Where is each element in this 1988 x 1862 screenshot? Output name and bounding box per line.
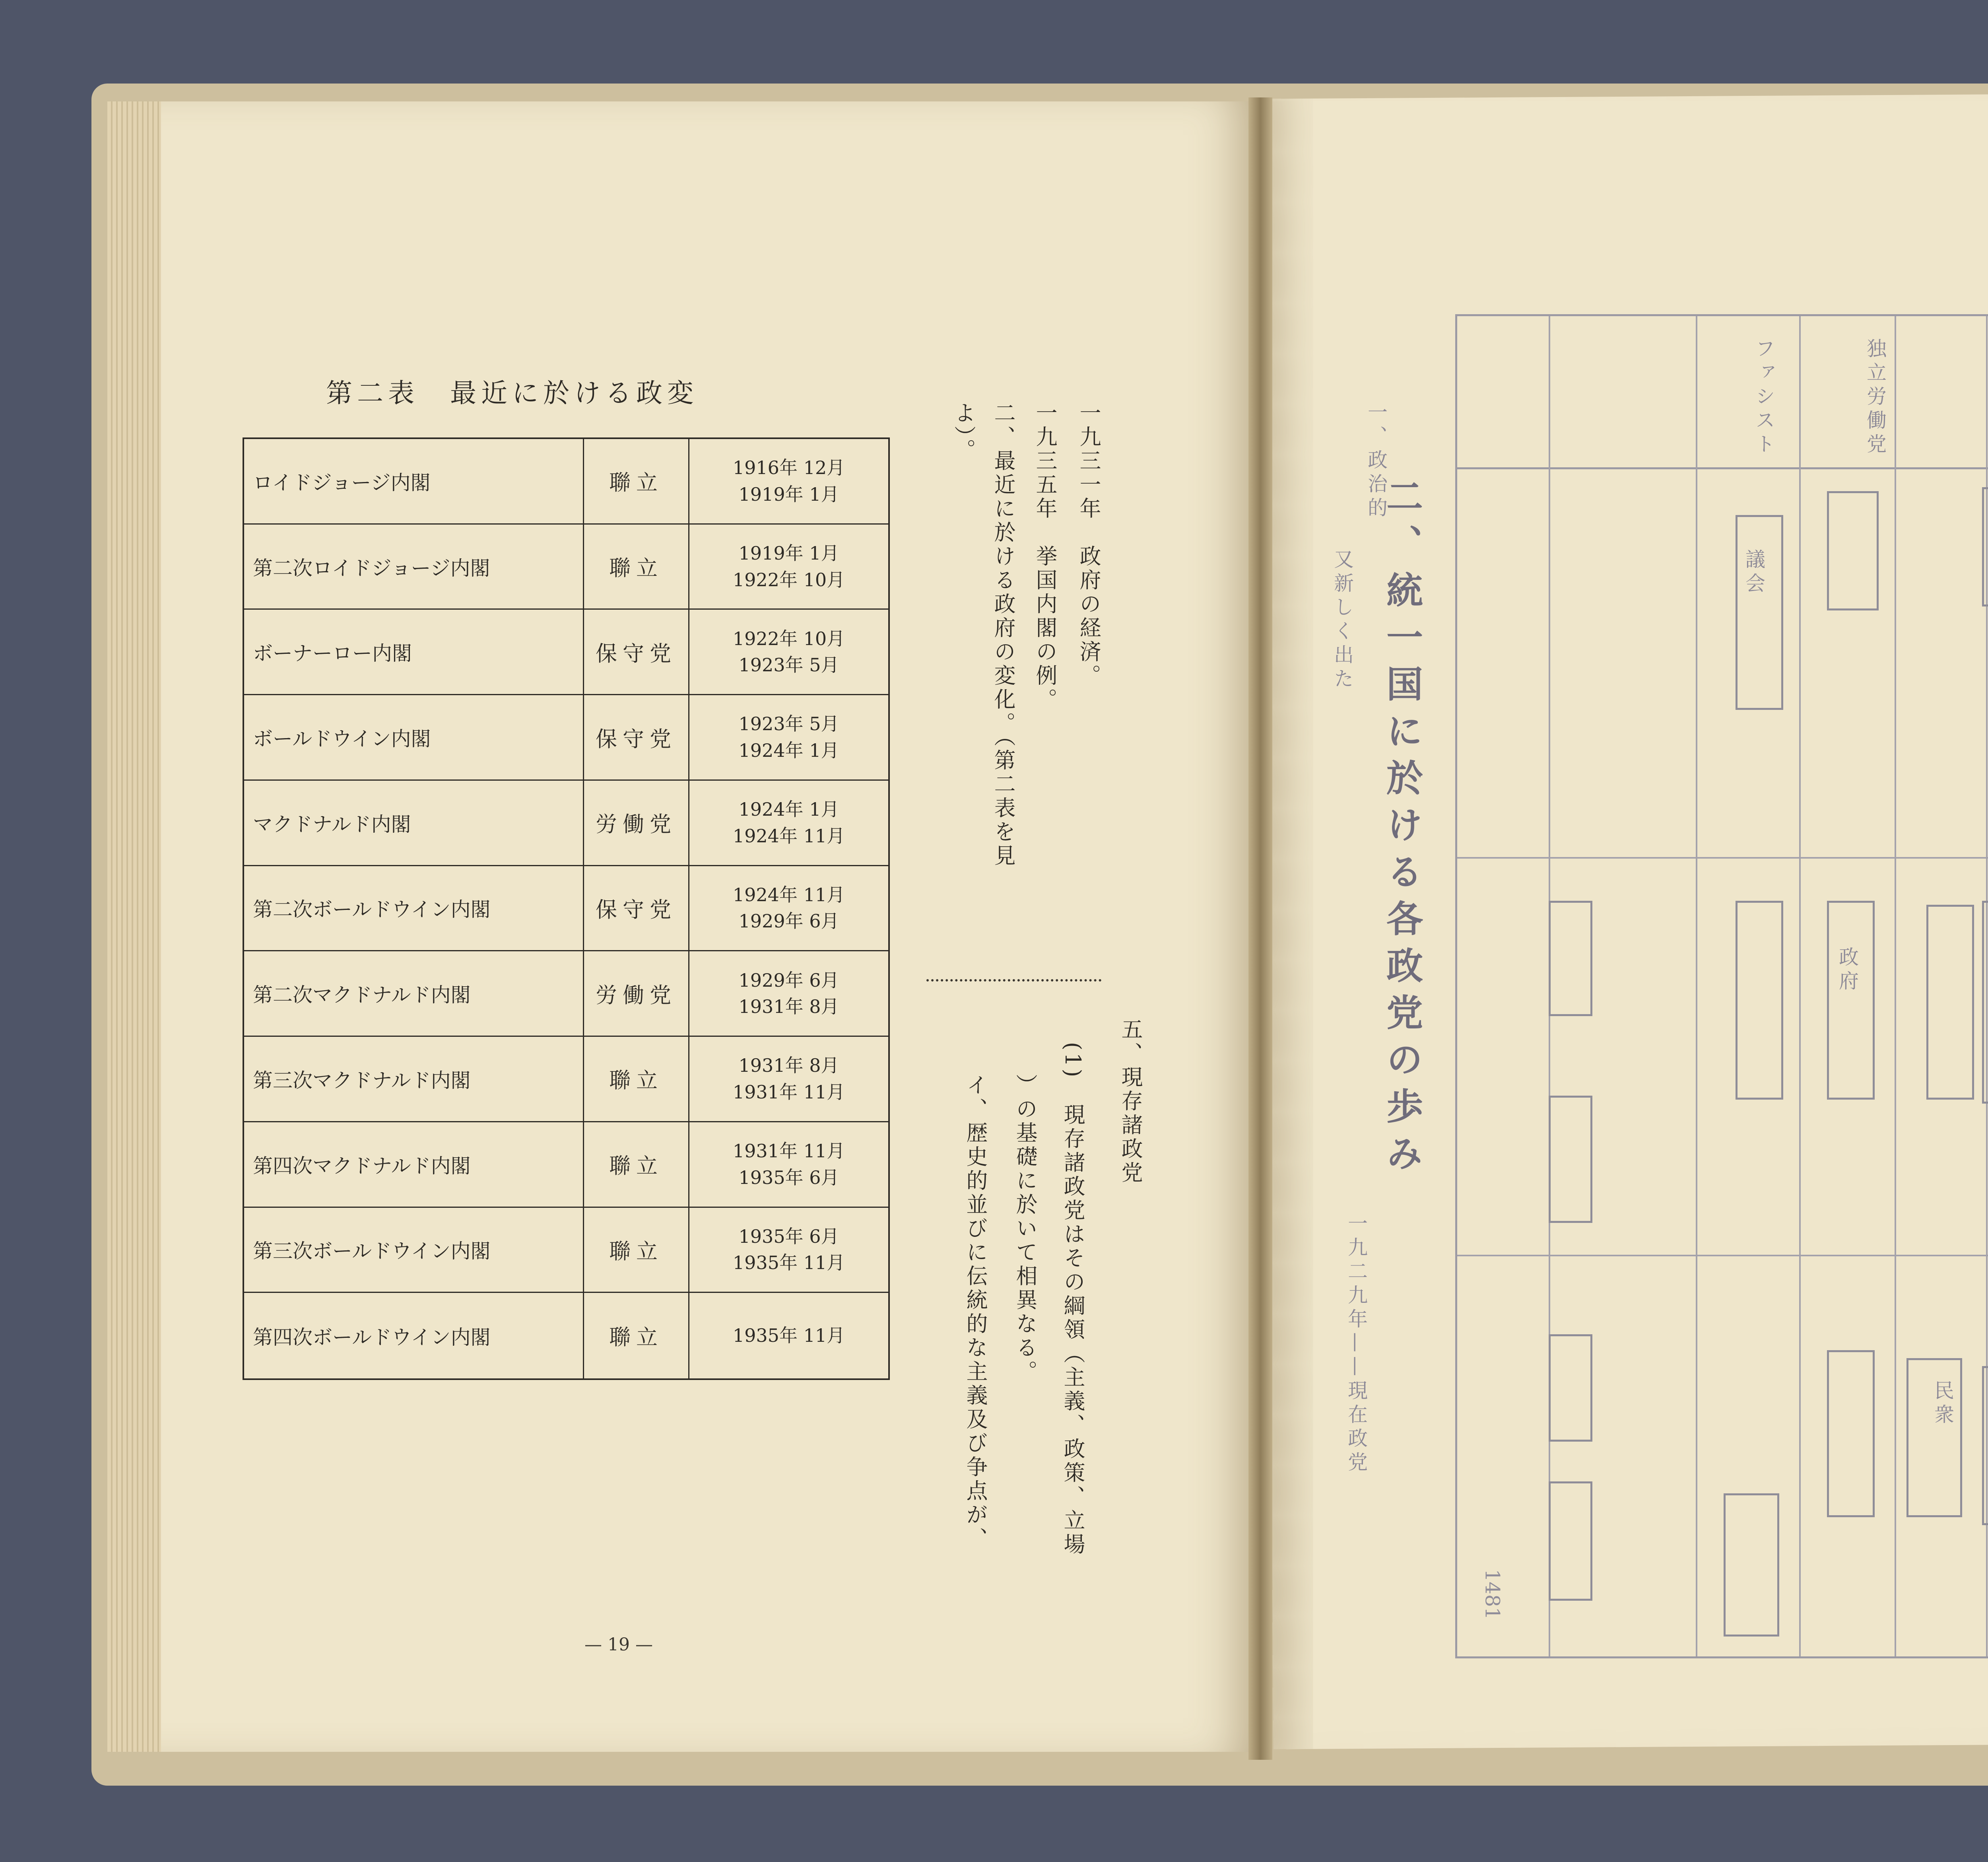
term-start: 1931年 11月 <box>732 1140 845 1162</box>
book-gutter <box>1248 97 1272 1760</box>
chart-column-rule <box>1799 316 1801 1656</box>
term-dates <box>689 695 888 779</box>
term-dates <box>689 610 888 694</box>
chart-column-rule <box>1696 316 1697 1656</box>
table-row <box>244 1122 888 1208</box>
left-page-edges <box>107 101 161 1752</box>
term-dates <box>689 866 888 950</box>
ruling-party: 保守党 <box>584 866 689 950</box>
box-label: 民衆 <box>1931 1380 1954 1428</box>
box-label: 議会 <box>1742 549 1765 597</box>
chart-box <box>1736 515 1783 710</box>
term-end: 1923年 5月 <box>738 654 839 676</box>
text-column-2: 一九三五年 挙国内閣の例。 <box>1033 402 1058 712</box>
margin-note-1: 一、政治的 <box>1365 402 1388 521</box>
term-start: 1935年 6月 <box>738 1225 839 1247</box>
term-end: 1924年 1月 <box>738 740 839 762</box>
chart-header-band <box>1457 316 1988 469</box>
ruling-party: 聯立 <box>584 1208 689 1292</box>
term-start: 1935年 11月 <box>732 1325 845 1347</box>
table-row <box>244 866 888 952</box>
term-dates <box>689 951 888 1036</box>
cabinet-table <box>243 437 890 1380</box>
term-start: 1931年 8月 <box>738 1055 839 1077</box>
cabinet-name: 第三次ボールドウイン内閣 <box>244 1208 584 1292</box>
chart-box <box>1827 901 1875 1100</box>
cabinet-name: 第四次マクドナルド内閣 <box>244 1122 584 1207</box>
year-mark: 1481 <box>1481 1569 1504 1620</box>
table-row <box>244 525 888 610</box>
cabinet-name: マクドナルド内閣 <box>244 781 584 865</box>
page-number: — 19 — <box>584 1635 653 1655</box>
chart-box <box>1982 487 1988 606</box>
term-start: 1916年 12月 <box>732 457 845 479</box>
chart-box <box>1926 905 1974 1100</box>
term-end: 1922年 10月 <box>732 569 845 591</box>
cabinet-name: ロイドジョージ内閣 <box>244 439 584 523</box>
table-row <box>244 781 888 866</box>
chart-box <box>1549 1096 1592 1223</box>
cabinet-name: ボーナーロー内閣 <box>244 610 584 694</box>
ruling-party: 聯立 <box>584 525 689 609</box>
term-start: 1924年 11月 <box>732 884 845 906</box>
cabinet-name: 第四次ボールドウイン内閣 <box>244 1293 584 1378</box>
term-end: 1924年 11月 <box>732 825 845 847</box>
term-dates <box>689 1037 888 1121</box>
chart-box <box>1736 901 1783 1100</box>
text-column-6: ）の基礎に於いて相異なる。 <box>1013 1074 1038 1384</box>
term-end: 1931年 11月 <box>732 1081 845 1103</box>
margin-note-2: 又新しく出た <box>1331 549 1354 692</box>
cabinet-name: 第三次マクドナルド内閣 <box>244 1037 584 1121</box>
term-start: 1929年 6月 <box>738 969 839 991</box>
chart-box <box>1827 491 1879 610</box>
term-end: 1935年 11月 <box>732 1252 845 1274</box>
cabinet-name: ボールドウイン内閣 <box>244 695 584 779</box>
table-row <box>244 695 888 781</box>
term-start: 1923年 5月 <box>738 713 839 735</box>
term-dates <box>689 525 888 609</box>
ruling-party: 労働党 <box>584 951 689 1036</box>
chart-column-rule <box>1895 316 1896 1656</box>
ruling-party: 保守党 <box>584 695 689 779</box>
text-column-1: 一九三一年 政府の経済。 <box>1076 402 1101 688</box>
ruling-party: 保守党 <box>584 610 689 694</box>
term-end: 1935年 6月 <box>738 1166 839 1188</box>
ruling-party: 聯立 <box>584 1122 689 1207</box>
ruling-party: 聯立 <box>584 1037 689 1121</box>
chart-box <box>1982 901 1988 1104</box>
text-column-3: 二、最近に於ける政府の変化。（第二表を見 <box>991 402 1016 868</box>
term-dates <box>689 439 888 523</box>
term-end: 1919年 1月 <box>738 483 839 505</box>
box-label: 政府 <box>1836 947 1859 994</box>
table-row <box>244 610 888 695</box>
cabinet-name: 第二次マクドナルド内閣 <box>244 951 584 1036</box>
text-column-7: イ、歴史的並びに伝統的な主義及び争点が、 <box>963 1074 988 1551</box>
section-divider <box>926 979 1101 982</box>
cabinet-name: 第二次ボールドウイン内閣 <box>244 866 584 950</box>
term-dates <box>689 781 888 865</box>
chart-band <box>1457 857 1988 859</box>
chart-box <box>1549 1334 1592 1442</box>
table-title: 第二表 最近に於ける政変 <box>326 378 698 408</box>
header-label: ファシスト <box>1752 338 1775 457</box>
header-label: 独立労働党 <box>1864 338 1887 457</box>
table-row <box>244 1208 888 1293</box>
section-heading: 五、現存諸政党 <box>1118 1018 1143 1185</box>
chart-box <box>1827 1350 1875 1517</box>
chart-box <box>1549 901 1592 1016</box>
text-column-5: (1) 現存諸政党はその綱領（主義、政策、立場 <box>1060 1042 1085 1557</box>
term-start: 1924年 1月 <box>738 799 839 820</box>
chart-band <box>1457 1255 1988 1256</box>
chart-box <box>1724 1493 1779 1637</box>
table-row <box>244 951 888 1037</box>
table-row <box>244 439 888 525</box>
cabinet-name: 第二次ロイドジョージ内閣 <box>244 525 584 609</box>
chart-heading: 二、統一国に於ける各政党の歩み <box>1380 477 1423 1181</box>
text-column-4: よ）。 <box>951 402 976 463</box>
term-dates <box>689 1208 888 1292</box>
term-end: 1929年 6月 <box>738 910 839 932</box>
term-start: 1922年 10月 <box>732 628 845 649</box>
table-row <box>244 1293 888 1378</box>
table-row <box>244 1037 888 1122</box>
chart-box <box>1549 1481 1592 1601</box>
term-end: 1931年 8月 <box>738 996 839 1018</box>
ruling-party: 聯立 <box>584 1293 689 1378</box>
term-start: 1919年 1月 <box>738 542 839 564</box>
term-dates <box>689 1293 888 1378</box>
reversed-chart <box>1455 314 1988 1658</box>
ruling-party: 聯立 <box>584 439 689 523</box>
chart-subheading: 一九二九年——現在政党 <box>1345 1213 1368 1475</box>
chart-box <box>1982 1366 1988 1525</box>
term-dates <box>689 1122 888 1207</box>
ruling-party: 労働党 <box>584 781 689 865</box>
